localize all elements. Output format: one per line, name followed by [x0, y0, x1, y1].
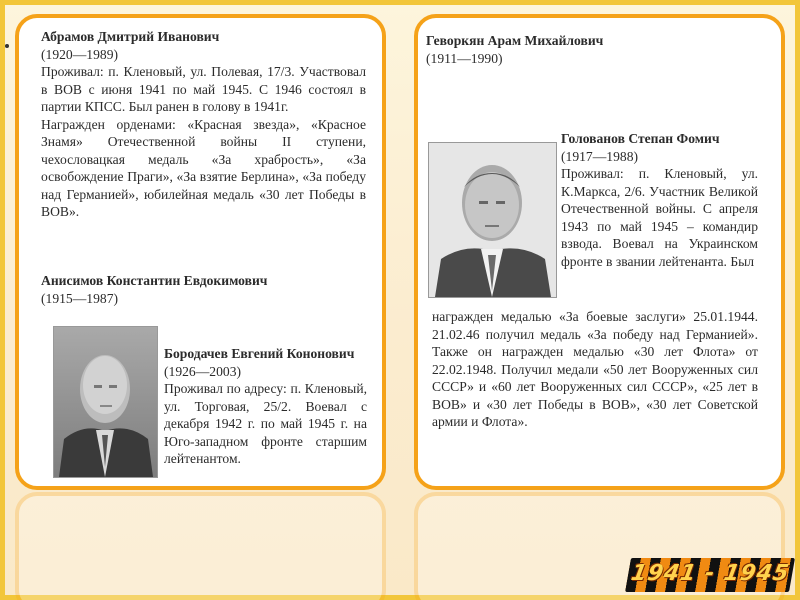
borodachev-portrait-image: [54, 327, 157, 477]
borodachev-photo: [53, 326, 158, 478]
borodachev-block: [164, 345, 367, 468]
anisimov-name: Анисимов Константин Евдокимович: [41, 273, 268, 288]
golovanov-bio-continued: [432, 308, 758, 431]
golovanov-years: (1917—1988): [561, 148, 639, 164]
golovanov-photo: [428, 142, 557, 298]
left-card-reflection: [15, 492, 386, 600]
right-card: [414, 14, 785, 490]
anisimov-block: [41, 272, 366, 307]
ribbon-years-label: 1941 - 1945: [629, 561, 792, 586]
abramov-block: [41, 28, 366, 221]
borodachev-name: Бородачев Евгений Кононович: [164, 346, 355, 361]
golovanov-name: Голованов Степан Фомич: [561, 131, 720, 146]
gevorkyan-block: [426, 32, 766, 67]
left-card: [15, 14, 386, 490]
st-george-ribbon: [625, 558, 795, 592]
golovanov-portrait-image: [429, 143, 556, 297]
golovanov-bio-bottom: награжден медалью «За боевые заслуги» 25.01.1944. 21.02.46 получил медаль «За победу над Германией». Также он награжден медалью «30 лет Флота» от 22.02.1948. Получил медали «50 лет Вооруженных сил СССР» и «60 лет Вооруженных сил СССР», «25 лет в ВОВ» и «30 лет Победы в ВОВ», «30 лет Советской армии и Флота».: [432, 309, 758, 429]
abramov-name: Абрамов Дмитрий Иванович: [41, 29, 220, 44]
gevorkyan-years: (1911—1990): [426, 50, 503, 66]
abramov-years: (1920—1989): [41, 46, 119, 62]
golovanov-block: [561, 130, 758, 270]
borodachev-bio: Проживал по адресу: п. Кленовый, ул. Торговая, 25/2. Воевал с декабря 1942 г. по май 1945 г. на Юго-западном фронте старшим лейтенантом.: [164, 381, 367, 466]
gevorkyan-name: Геворкян Арам Михайлович: [426, 33, 604, 48]
abramov-awards: Награжден орденами: «Красная звезда», «Красное Знамя» Отечественной войны II ступени, чехословацкая медаль «За храбрость», «За освобождение Праги», «За взятие Берлина», «За победу над Германией», юбилейная медаль «30 лет Победы в ВОВ».: [41, 116, 366, 219]
golovanov-bio-side: Проживал: п. Кленовый, ул. К.Маркса, 2/6. Участник Великой Отечественной войны. С апреля 1943 по май 1945 – командир взвода. Воевал на Украинском фронте в звании лейтенанта. Был: [561, 166, 758, 269]
borodachev-years: (1926—2003): [164, 363, 242, 379]
anisimov-years: (1915—1987): [41, 290, 119, 306]
abramov-bio: Проживал: п. Кленовый, ул. Полевая, 17/3. Участвовал в ВОВ с июня 1941 по май 1945. С 1946 состоял в партии КПСС. Был ранен в голову в 1941г.: [41, 64, 366, 114]
bullet-dot: [5, 44, 9, 48]
